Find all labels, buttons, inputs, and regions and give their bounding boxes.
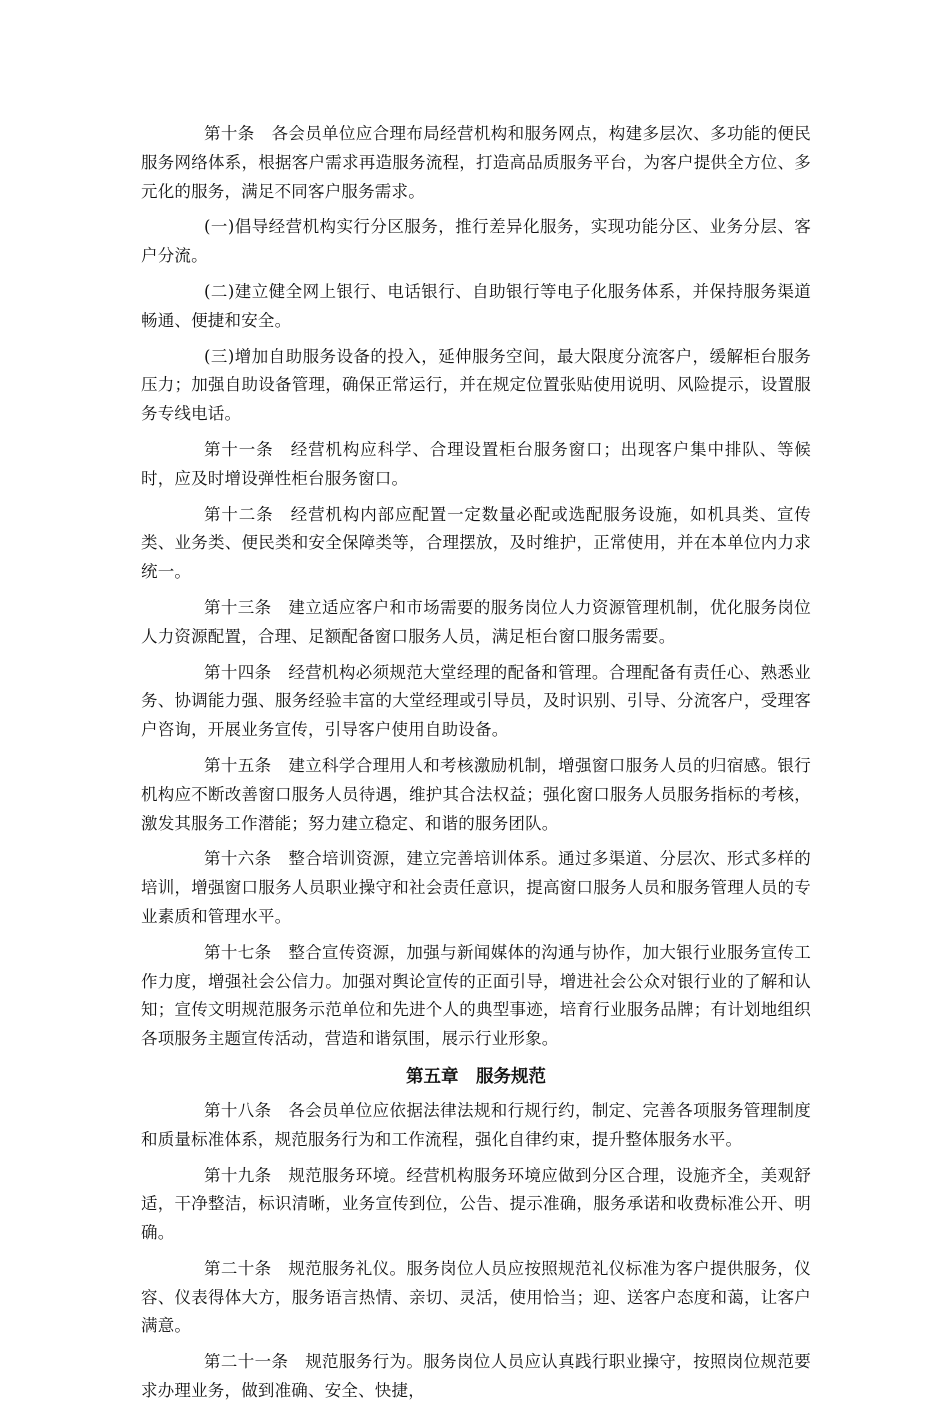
- article-16: 第十六条 整合培训资源，建立完善培训体系。通过多渠道、分层次、形式多样的培训，增强窗口服务人员职业操守和社会责任意识，提高窗口服务人员和服务管理人员的专业素质和管理水平。: [141, 849, 811, 926]
- article-10-item-2: (二)建立健全网上银行、电话银行、自助银行等电子化服务体系，并保持服务渠道畅通、便捷和安全。: [141, 281, 811, 330]
- article-17: 第十七条 整合宣传资源，加强与新闻媒体的沟通与协作，加大银行业服务宣传工作力度，增强社会公信力。加强对舆论宣传的正面引导，增进社会公众对银行业的了解和认知；宣传文明规范服务示范单位和先进个人的典型事迹，培育行业服务品牌；有计划地组织各项服务主题宣传活动，营造和谐氛围，展示行业形象。: [141, 942, 811, 1049]
- article-12: 第十二条 经营机构内部应配置一定数量必配或选配服务设施，如机具类、宣传类、业务类、便民类和安全保障类等，合理摆放，及时维护，正常使用，并在本单位内力求统一。: [141, 504, 811, 582]
- article-14: 第十四条 经营机构必须规范大堂经理的配备和管理。合理配备有责任心、熟悉业务、协调能力强、服务经验丰富的大堂经理或引导员，及时识别、引导、分流客户，受理客户咨询，开展业务宣传，引导客户使用自助设备。: [141, 662, 811, 740]
- article-10-item-3: (三)增加自助服务设备的投入，延伸服务空间，最大限度分流客户，缓解柜台服务压力；加强自助设备管理，确保正常运行，并在规定位置张贴使用说明、风险提示，设置服务专线电话。: [141, 346, 811, 424]
- article-19: 第十九条 规范服务环境。经营机构服务环境应做到分区合理，设施齐全，美观舒适，干净整洁，标识清晰，业务宣传到位，公告、提示准确，服务承诺和收费标准公开、明确。: [141, 1165, 811, 1243]
- chapter-heading: 第五章 服务规范: [406, 1066, 546, 1087]
- article-15: 第十五条 建立科学合理用人和考核激励机制，增强窗口服务人员的归宿感。银行机构应不断改善窗口服务人员待遇，维护其合法权益；强化窗口服务人员服务指标的考核，激发其服务工作潜能；努力建立稳定、和谐的服务团队。: [141, 755, 811, 833]
- article-11: 第十一条 经营机构应科学、合理设置柜台服务窗口；出现客户集中排队、等候时，应及时增设弹性柜台服务窗口。: [141, 439, 811, 488]
- article-10: 第十条 各会员单位应合理布局经营机构和服务网点，构建多层次、多功能的便民服务网络体系，根据客户需求再造服务流程，打造高品质服务平台，为客户提供全方位、多元化的服务，满足不同客户服务需求。: [141, 124, 811, 201]
- article-18: 第十八条 各会员单位应依据法律法规和行规行约，制定、完善各项服务管理制度和质量标准体系，规范服务行为和工作流程，强化自律约束，提升整体服务水平。: [141, 1100, 811, 1149]
- article-21: 第二十一条 规范服务行为。服务岗位人员应认真践行职业操守，按照岗位规范要求办理业务，做到准确、安全、快捷，: [141, 1352, 811, 1401]
- article-10-item-1: (一)倡导经营机构实行分区服务，推行差异化服务，实现功能分区、业务分层、客户分流。: [141, 217, 811, 266]
- document-page: [141, 120, 811, 1413]
- article-20: 第二十条 规范服务礼仪。服务岗位人员应按照规范礼仪标准为客户提供服务，仪容、仪表得体大方，服务语言热情、亲切、灵活，使用恰当；迎、送客户态度和蔼，让客户满意。: [141, 1258, 811, 1336]
- article-13: 第十三条 建立适应客户和市场需要的服务岗位人力资源管理机制，优化服务岗位人力资源配置，合理、足额配备窗口服务人员，满足柜台窗口服务需要。: [141, 597, 811, 646]
